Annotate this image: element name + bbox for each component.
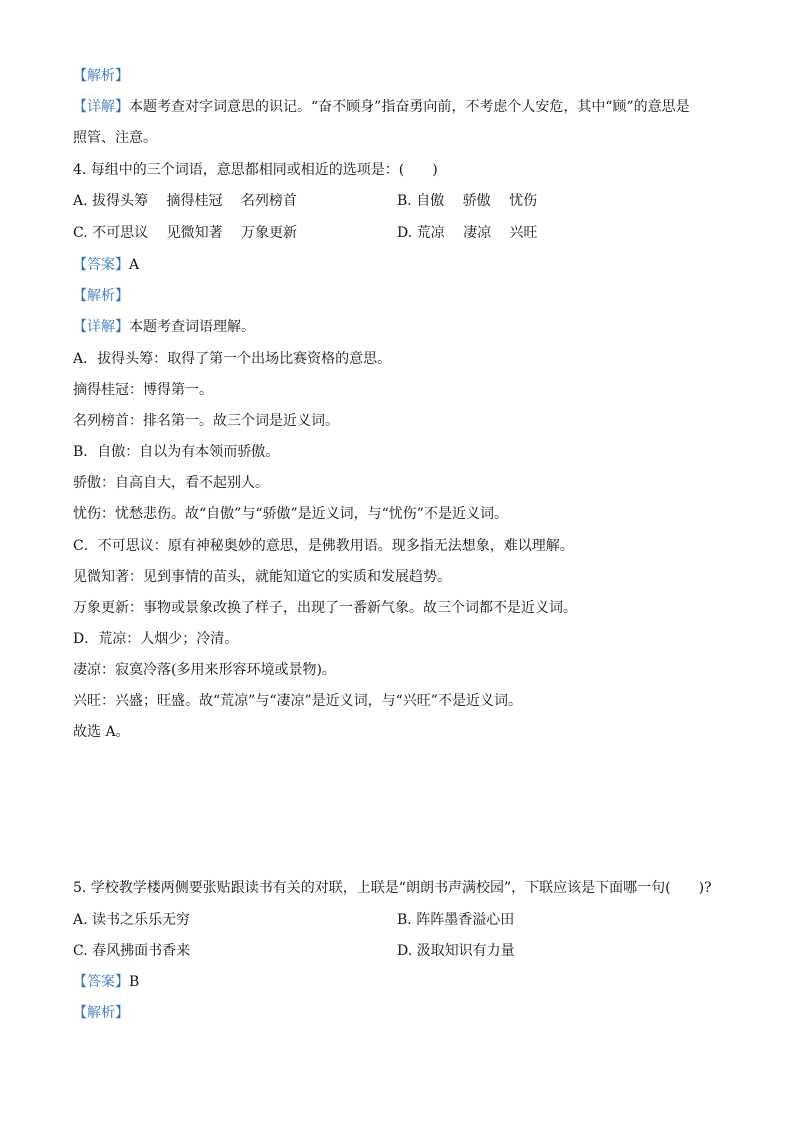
- option-word: 不可思议: [92, 225, 149, 241]
- option-b: [397, 911, 514, 929]
- analysis-tag: 【解析】: [73, 288, 129, 304]
- option-text: 汲取知识有力量: [416, 943, 515, 959]
- option-letter: B.: [397, 912, 412, 928]
- answer-line: [73, 256, 139, 274]
- option-c: [73, 942, 190, 960]
- option-word: 拔得头筹: [92, 193, 149, 209]
- answer-tag: 【答案】: [73, 257, 129, 273]
- option-text: 春风拂面书香来: [92, 943, 191, 959]
- option-letter: C.: [73, 225, 88, 241]
- option-word: 自傲: [416, 193, 445, 209]
- analysis-tag: 【解析】: [73, 1005, 129, 1021]
- explanation-line: A．拔得头筹：取得了第一个出场比赛资格的意思。: [73, 351, 392, 367]
- option-word: 名列榜首: [240, 193, 297, 209]
- explanation-line: 名列榜首：排名第一。故三个词是近义词。: [73, 413, 339, 429]
- option-text: 读书之乐乐无穷: [92, 912, 191, 928]
- option-word: 骄傲: [462, 193, 491, 209]
- conclusion-line: 故选 A。: [73, 724, 130, 740]
- option-letter: A.: [73, 193, 88, 209]
- option-word: 兴旺: [509, 225, 538, 241]
- option-letter: D.: [397, 225, 413, 241]
- option-word: 凄凉: [463, 225, 492, 241]
- option-letter: A.: [73, 912, 88, 928]
- option-b: [397, 192, 551, 210]
- explanation-line: B．自傲：自以为有本领而骄傲。: [73, 444, 280, 460]
- option-letter: C.: [73, 943, 88, 959]
- explanation-line: 骄傲：自高自大，看不起别人。: [73, 475, 269, 491]
- detail-tag: 【详解】: [73, 99, 129, 115]
- option-a: [73, 911, 190, 929]
- option-c: [73, 224, 311, 242]
- explanation-line: 忧伤：忧愁悲伤。故“自傲”与“骄傲”是近义词，与“忧伤”不是近义词。: [73, 506, 508, 522]
- option-a: [73, 192, 311, 210]
- explanation-line: 兴旺：兴盛；旺盛。故“荒凉”与“凄凉”是近义词，与“兴旺”不是近义词。: [73, 693, 522, 709]
- option-d: [397, 942, 515, 960]
- explanation-line: 万象更新：事物或景象改换了样子，出现了一番新气象。故三个词都不是近义词。: [73, 600, 577, 616]
- option-text: 阵阵墨香溢心田: [416, 912, 515, 928]
- option-word: 忧伤: [509, 193, 538, 209]
- explanation-line: D．荒凉：人烟少；冷清。: [73, 631, 239, 647]
- option-word: 万象更新: [241, 225, 298, 241]
- option-word: 荒凉: [416, 225, 445, 241]
- explanation-line: 凄凉：寂寞冷落(多用来形容环境或景物)。: [73, 662, 336, 678]
- question-4-stem: 4. 每组中的三个词语，意思都相同或相近的选项是：( ): [73, 162, 438, 178]
- detail-tag: 【详解】: [73, 319, 129, 335]
- explanation-line: C．不可思议：原有神秘奥妙的意思，是佛教用语。现多指无法想象，难以理解。: [73, 538, 574, 554]
- option-word: 摘得桂冠: [166, 193, 223, 209]
- answer-value: A: [129, 257, 140, 273]
- detail-paragraph: [73, 98, 690, 116]
- option-word: 见微知著: [166, 225, 223, 241]
- explanation-line: 摘得桂冠：博得第一。: [73, 382, 213, 398]
- option-letter: D.: [397, 943, 413, 959]
- answer-line: [73, 973, 139, 991]
- option-d: [397, 224, 552, 242]
- answer-tag: 【答案】: [73, 974, 129, 990]
- analysis-tag: 【解析】: [73, 68, 129, 84]
- detail-text: 本题考查对字词意思的识记。“奋不顾身”指奋勇向前，不考虑个人安危，其中“顾”的意思是: [129, 99, 690, 115]
- question-5-stem: 5. 学校教学楼两侧要张贴跟读书有关的对联，上联是“朗朗书声满校园”，下联应该是下面哪一句( )?: [73, 880, 712, 896]
- detail-paragraph: [73, 318, 255, 336]
- explanation-line: 见微知著：见到事情的苗头，就能知道它的实质和发展趋势。: [73, 569, 451, 585]
- option-letter: B.: [397, 193, 412, 209]
- answer-value: B: [129, 974, 140, 990]
- detail-text-continued: 照管、注意。: [73, 130, 157, 146]
- detail-text: 本题考查词语理解。: [129, 319, 255, 335]
